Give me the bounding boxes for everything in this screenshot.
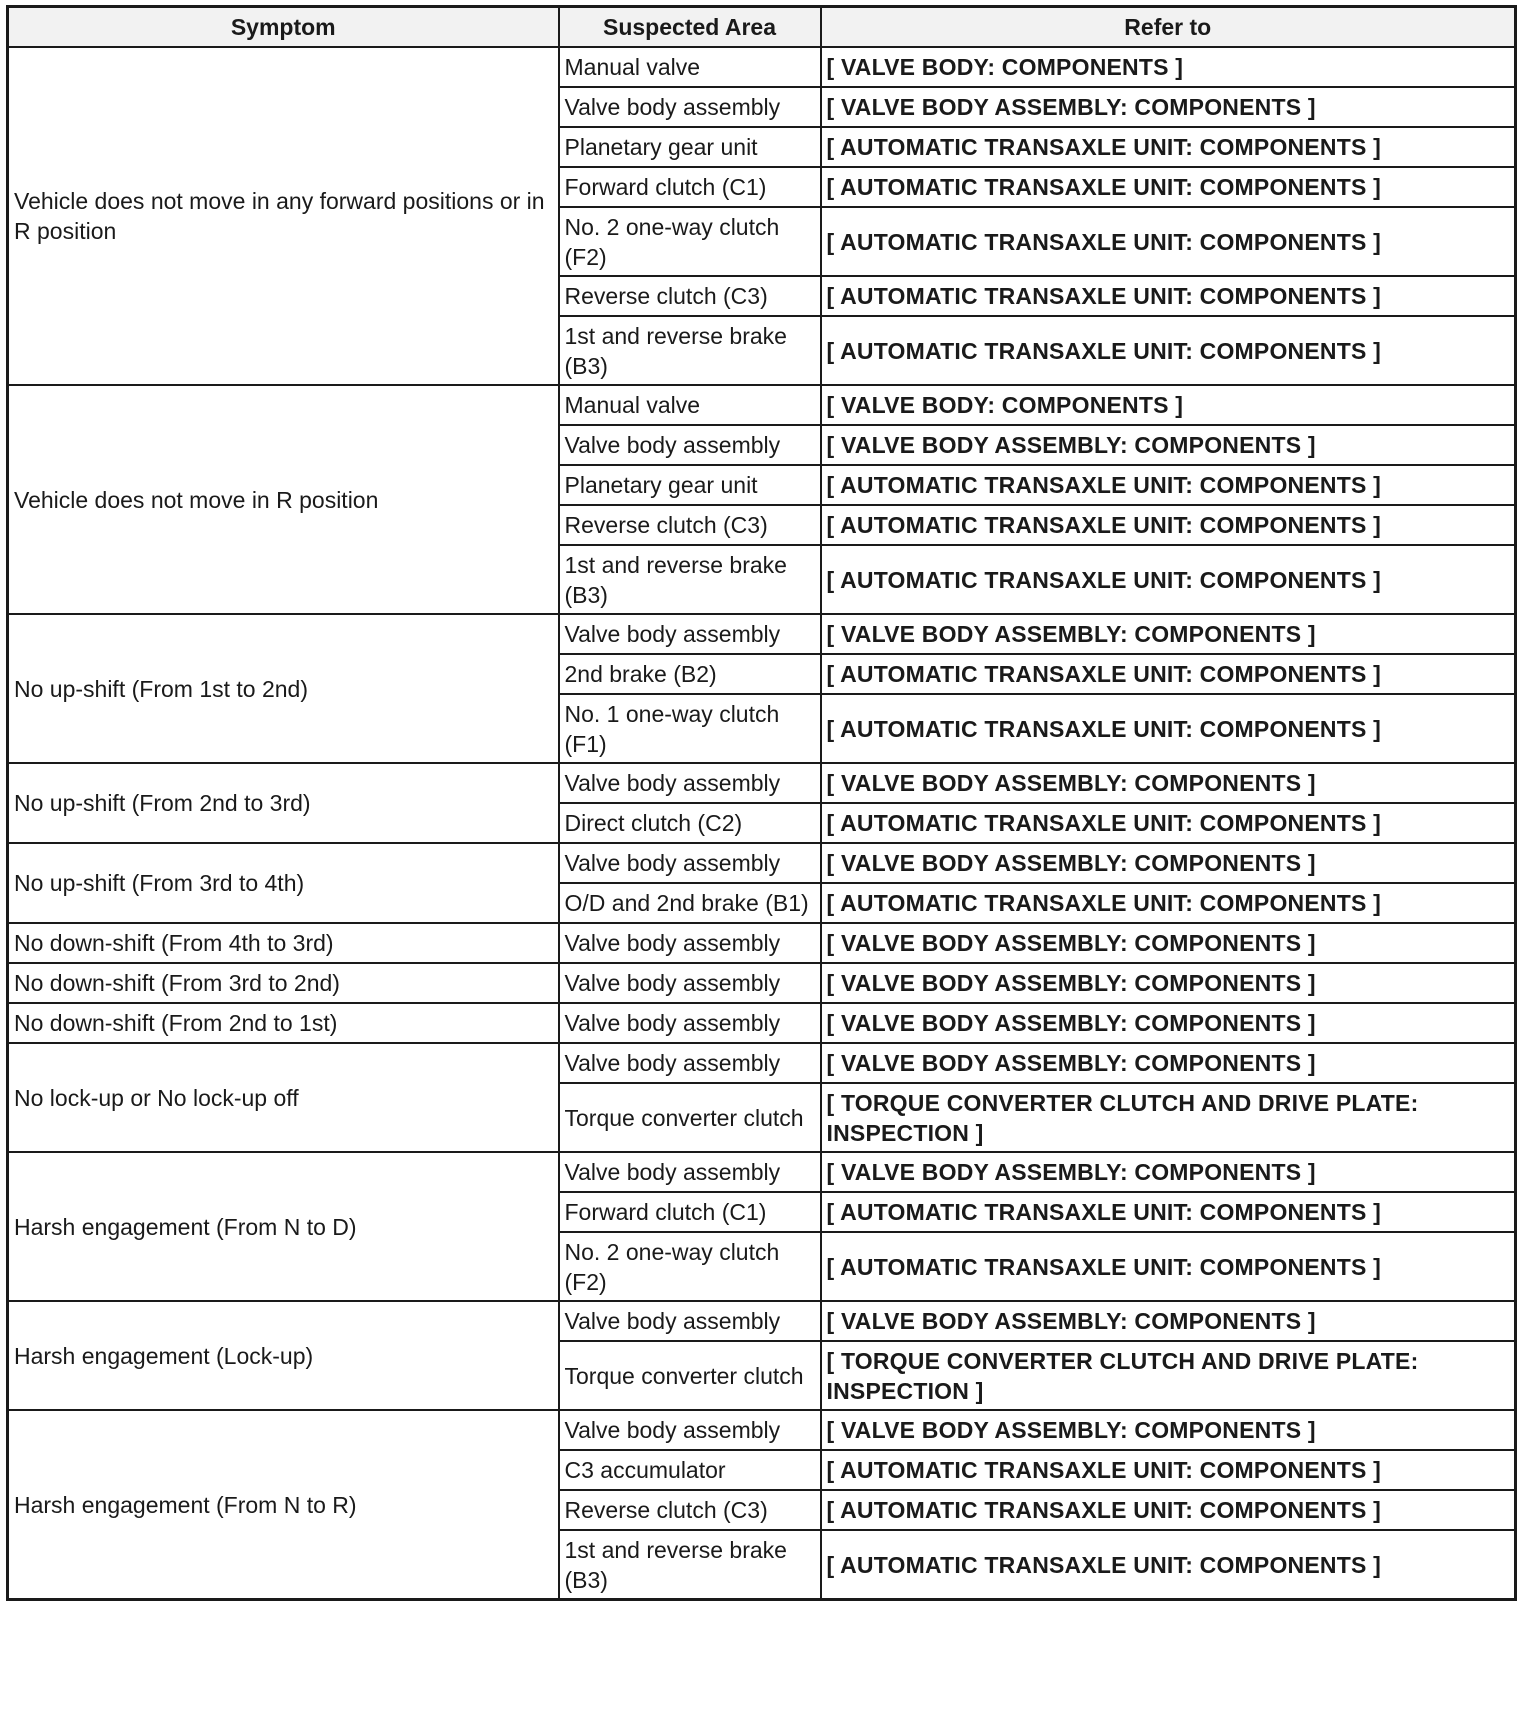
refer-to-cell: [ AUTOMATIC TRANSAXLE UNIT: COMPONENTS ] [821,654,1516,694]
symptom-table [6,5,1517,1601]
suspected-area-cell: Reverse clutch (C3) [559,505,821,545]
suspected-area-cell: 1st and reverse brake (B3) [559,316,821,385]
suspected-area-cell: Planetary gear unit [559,465,821,505]
table-body [8,47,1516,1600]
table-row [8,1003,1516,1043]
refer-to-cell: [ AUTOMATIC TRANSAXLE UNIT: COMPONENTS ] [821,883,1516,923]
table-row [8,1152,1516,1192]
refer-to-cell: [ AUTOMATIC TRANSAXLE UNIT: COMPONENTS ] [821,1450,1516,1490]
suspected-area-cell: 1st and reverse brake (B3) [559,1530,821,1600]
symptom-cell: Harsh engagement (Lock-up) [8,1301,559,1410]
suspected-area-cell: 2nd brake (B2) [559,654,821,694]
suspected-area-cell: Torque converter clutch [559,1083,821,1152]
symptom-cell: Vehicle does not move in any forward positions or in R position [8,47,559,385]
refer-to-cell: [ AUTOMATIC TRANSAXLE UNIT: COMPONENTS ] [821,316,1516,385]
symptom-cell: No up-shift (From 3rd to 4th) [8,843,559,923]
refer-to-cell: [ VALVE BODY ASSEMBLY: COMPONENTS ] [821,614,1516,654]
table-row [8,963,1516,1003]
suspected-area-cell: Reverse clutch (C3) [559,276,821,316]
header-symptom: Symptom [8,7,559,48]
suspected-area-cell: Direct clutch (C2) [559,803,821,843]
refer-to-cell: [ TORQUE CONVERTER CLUTCH AND DRIVE PLATE: INSPECTION ] [821,1341,1516,1410]
suspected-area-cell: Forward clutch (C1) [559,167,821,207]
suspected-area-cell: Valve body assembly [559,614,821,654]
refer-to-cell: [ AUTOMATIC TRANSAXLE UNIT: COMPONENTS ] [821,207,1516,276]
suspected-area-cell: No. 1 one-way clutch (F1) [559,694,821,763]
refer-to-cell: [ VALVE BODY: COMPONENTS ] [821,47,1516,87]
symptom-cell: No lock-up or No lock-up off [8,1043,559,1152]
table-row [8,614,1516,654]
refer-to-cell: [ TORQUE CONVERTER CLUTCH AND DRIVE PLATE: INSPECTION ] [821,1083,1516,1152]
refer-to-cell: [ VALVE BODY ASSEMBLY: COMPONENTS ] [821,87,1516,127]
refer-to-cell: [ VALVE BODY ASSEMBLY: COMPONENTS ] [821,1043,1516,1083]
refer-to-cell: [ AUTOMATIC TRANSAXLE UNIT: COMPONENTS ] [821,127,1516,167]
suspected-area-cell: Valve body assembly [559,1152,821,1192]
suspected-area-cell: Valve body assembly [559,923,821,963]
table-row [8,47,1516,87]
refer-to-cell: [ VALVE BODY ASSEMBLY: COMPONENTS ] [821,1301,1516,1341]
header-suspected-area: Suspected Area [559,7,821,48]
suspected-area-cell: Reverse clutch (C3) [559,1490,821,1530]
suspected-area-cell: Valve body assembly [559,763,821,803]
refer-to-cell: [ AUTOMATIC TRANSAXLE UNIT: COMPONENTS ] [821,803,1516,843]
symptom-cell: No down-shift (From 3rd to 2nd) [8,963,559,1003]
table-row [8,385,1516,425]
symptom-cell: No up-shift (From 2nd to 3rd) [8,763,559,843]
suspected-area-cell: Valve body assembly [559,1043,821,1083]
table-row [8,923,1516,963]
suspected-area-cell: C3 accumulator [559,1450,821,1490]
refer-to-cell: [ AUTOMATIC TRANSAXLE UNIT: COMPONENTS ] [821,694,1516,763]
suspected-area-cell: Valve body assembly [559,425,821,465]
refer-to-cell: [ VALVE BODY: COMPONENTS ] [821,385,1516,425]
refer-to-cell: [ AUTOMATIC TRANSAXLE UNIT: COMPONENTS ] [821,1490,1516,1530]
suspected-area-cell: Torque converter clutch [559,1341,821,1410]
suspected-area-cell: 1st and reverse brake (B3) [559,545,821,614]
refer-to-cell: [ VALVE BODY ASSEMBLY: COMPONENTS ] [821,963,1516,1003]
suspected-area-cell: Manual valve [559,47,821,87]
suspected-area-cell: Valve body assembly [559,843,821,883]
refer-to-cell: [ VALVE BODY ASSEMBLY: COMPONENTS ] [821,425,1516,465]
refer-to-cell: [ VALVE BODY ASSEMBLY: COMPONENTS ] [821,843,1516,883]
symptom-cell: No down-shift (From 2nd to 1st) [8,1003,559,1043]
refer-to-cell: [ AUTOMATIC TRANSAXLE UNIT: COMPONENTS ] [821,1232,1516,1301]
symptom-cell: Harsh engagement (From N to R) [8,1410,559,1600]
suspected-area-cell: Valve body assembly [559,1410,821,1450]
table-row [8,1043,1516,1083]
symptom-cell: Harsh engagement (From N to D) [8,1152,559,1301]
table-row [8,763,1516,803]
table-row [8,1301,1516,1341]
suspected-area-cell: Valve body assembly [559,1003,821,1043]
symptom-cell: No up-shift (From 1st to 2nd) [8,614,559,763]
suspected-area-cell: Valve body assembly [559,963,821,1003]
refer-to-cell: [ VALVE BODY ASSEMBLY: COMPONENTS ] [821,1152,1516,1192]
symptom-cell: No down-shift (From 4th to 3rd) [8,923,559,963]
table-header-row [8,7,1516,48]
symptom-cell: Vehicle does not move in R position [8,385,559,614]
table-row [8,843,1516,883]
header-refer-to: Refer to [821,7,1516,48]
refer-to-cell: [ AUTOMATIC TRANSAXLE UNIT: COMPONENTS ] [821,167,1516,207]
suspected-area-cell: Valve body assembly [559,87,821,127]
refer-to-cell: [ VALVE BODY ASSEMBLY: COMPONENTS ] [821,763,1516,803]
refer-to-cell: [ AUTOMATIC TRANSAXLE UNIT: COMPONENTS ] [821,465,1516,505]
suspected-area-cell: Forward clutch (C1) [559,1192,821,1232]
suspected-area-cell: Valve body assembly [559,1301,821,1341]
refer-to-cell: [ AUTOMATIC TRANSAXLE UNIT: COMPONENTS ] [821,545,1516,614]
refer-to-cell: [ AUTOMATIC TRANSAXLE UNIT: COMPONENTS ] [821,276,1516,316]
suspected-area-cell: No. 2 one-way clutch (F2) [559,207,821,276]
refer-to-cell: [ VALVE BODY ASSEMBLY: COMPONENTS ] [821,1410,1516,1450]
refer-to-cell: [ VALVE BODY ASSEMBLY: COMPONENTS ] [821,923,1516,963]
suspected-area-cell: O/D and 2nd brake (B1) [559,883,821,923]
refer-to-cell: [ AUTOMATIC TRANSAXLE UNIT: COMPONENTS ] [821,1192,1516,1232]
table-row [8,1410,1516,1450]
refer-to-cell: [ AUTOMATIC TRANSAXLE UNIT: COMPONENTS ] [821,1530,1516,1600]
symptom-table-container [6,5,1514,1601]
suspected-area-cell: No. 2 one-way clutch (F2) [559,1232,821,1301]
refer-to-cell: [ AUTOMATIC TRANSAXLE UNIT: COMPONENTS ] [821,505,1516,545]
suspected-area-cell: Manual valve [559,385,821,425]
suspected-area-cell: Planetary gear unit [559,127,821,167]
refer-to-cell: [ VALVE BODY ASSEMBLY: COMPONENTS ] [821,1003,1516,1043]
